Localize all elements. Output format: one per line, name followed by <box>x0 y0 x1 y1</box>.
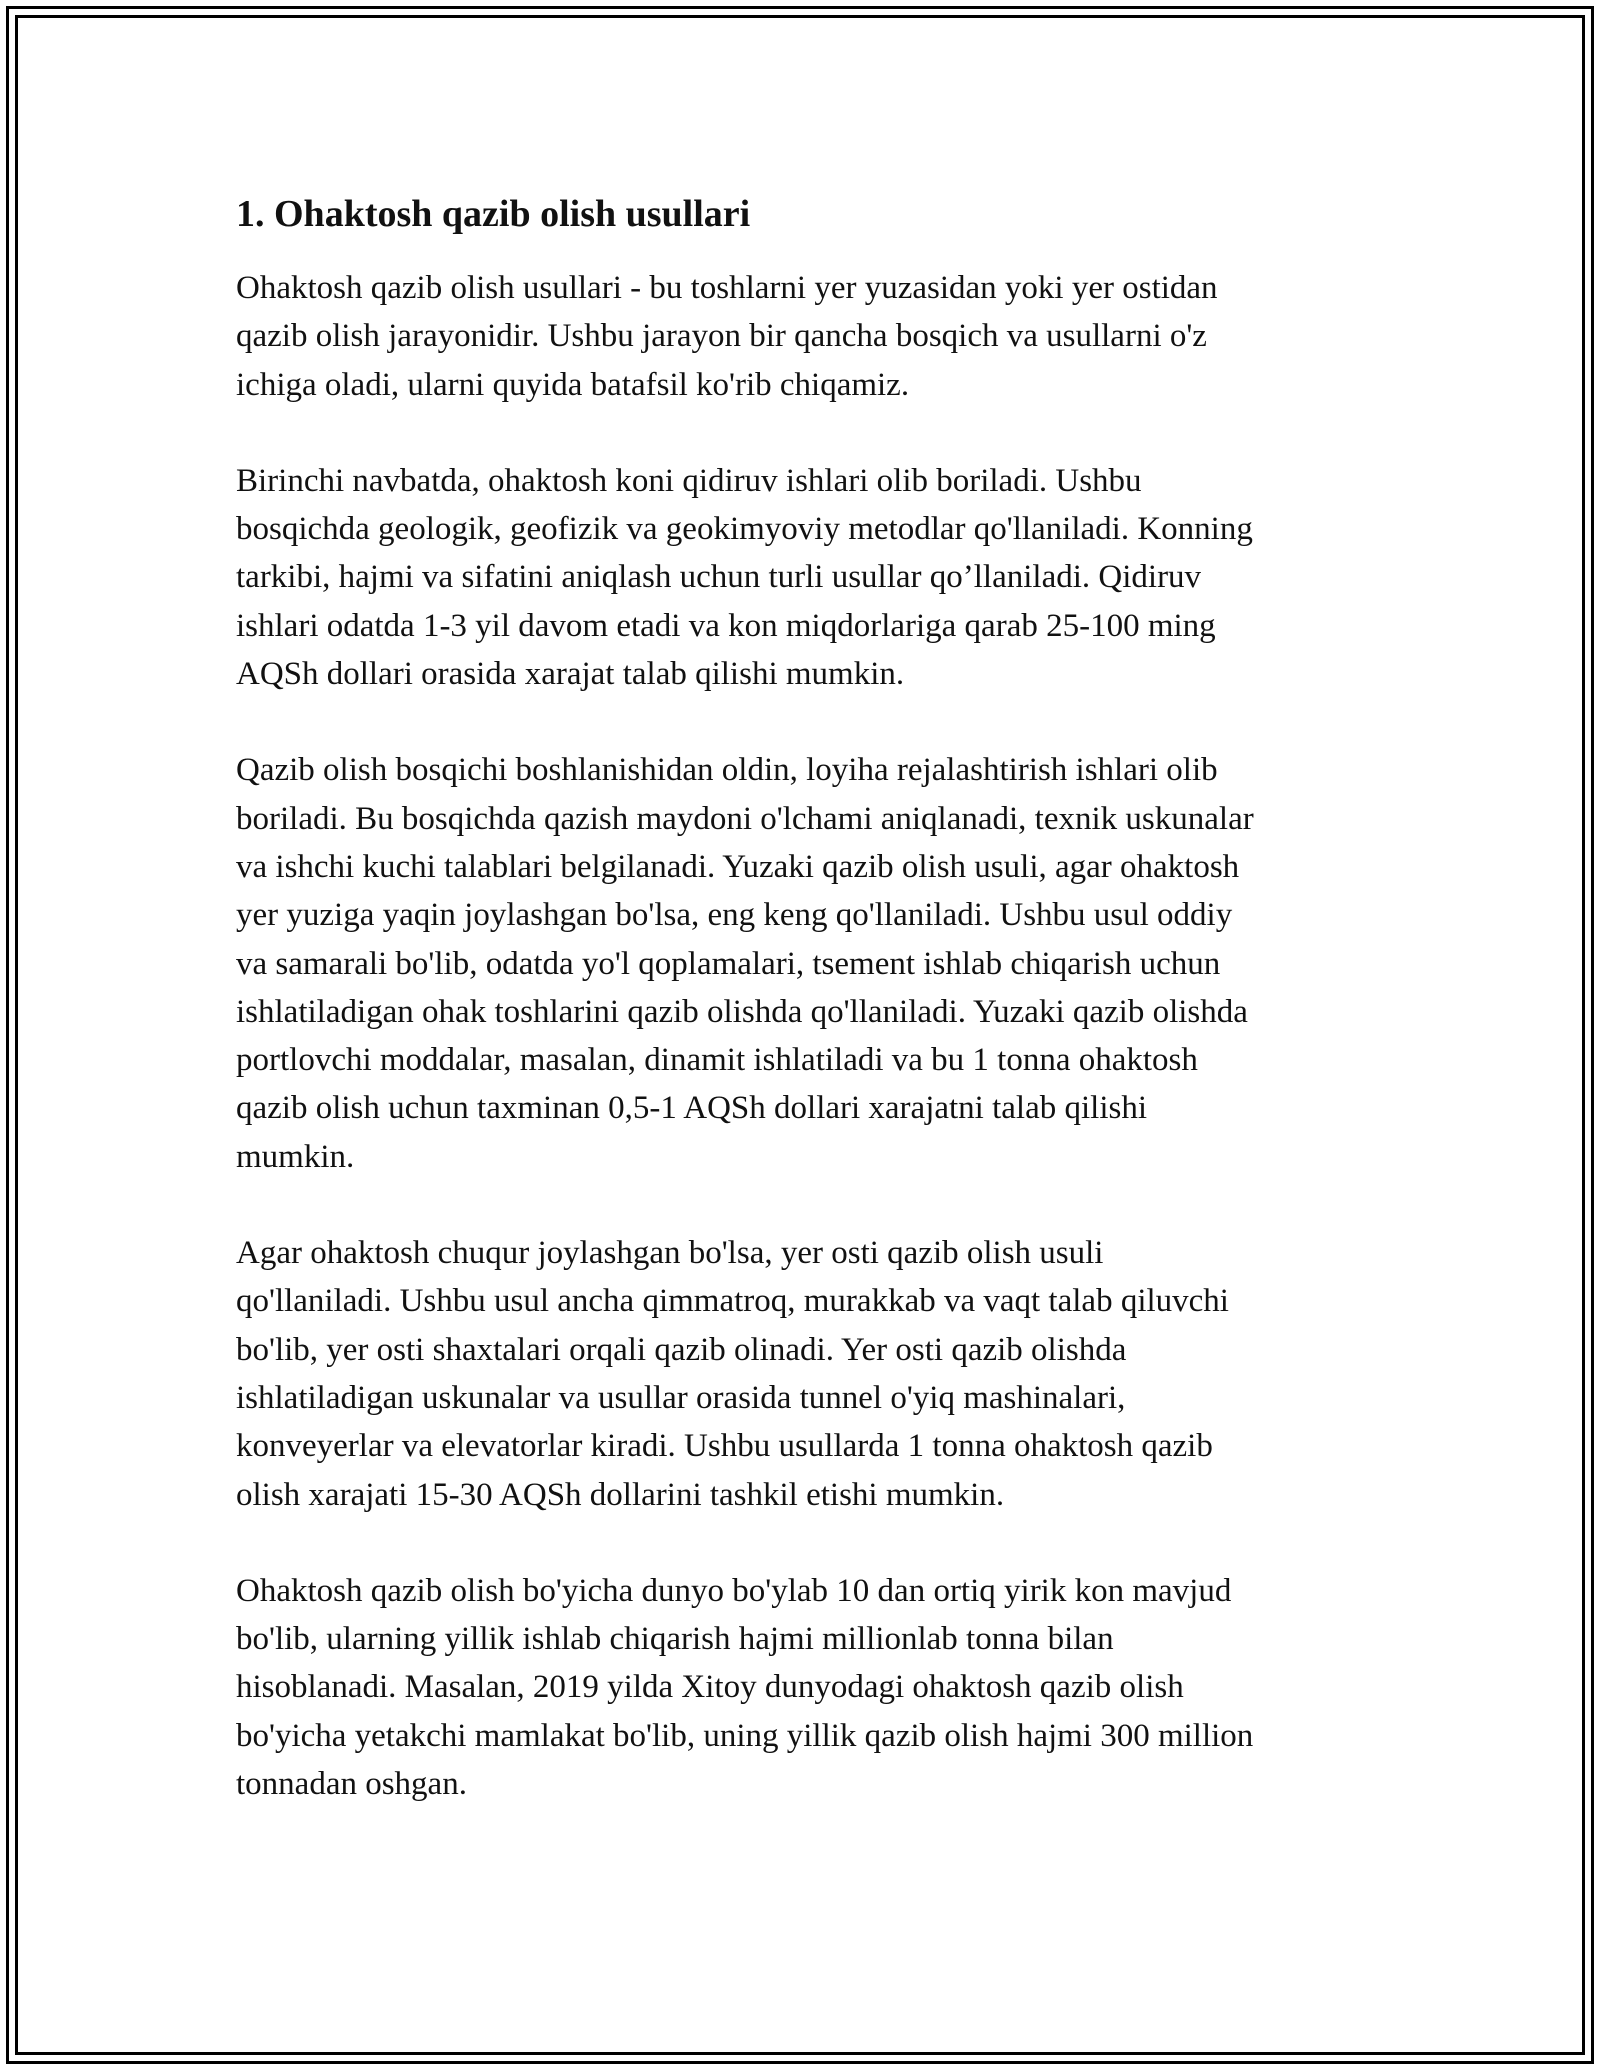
section-heading: 1. Ohaktosh qazib olish usullari <box>236 193 751 235</box>
paragraph-underground-mining: Agar ohaktosh chuqur joylashgan bo'lsa, yer osti qazib olish usuli qo'llaniladi. Ushbu usul ancha qimmatroq, murakkab va vaqt talab qiluvchi bo'lib, yer osti shaxtalari orqali qazib olinadi. Yer osti qazib olishda ishlatiladigan uskunalar va usullar orasida tunnel o'yiq mashinalari, konveyerlar va elevatorlar kiradi. Ushbu usullarda 1 tonna ohaktosh qazib olish xarajati 15-30 AQSh dollarini tashkil etishi mumkin. <box>236 1235 1229 1513</box>
paragraph-world-production: Ohaktosh qazib olish bo'yicha dunyo bo'ylab 10 dan ortiq yirik kon mavjud bo'lib, ularning yillik ishlab chiqarish hajmi millionlab tonna bilan hisoblanadi. Masalan, 2019 yilda Xitoy dunyodagi ohaktosh qazib olish bo'yicha yetakchi mamlakat bo'lib, uning yillik qazib olish hajmi 300 million tonnadan oshgan. <box>236 1572 1254 1803</box>
paragraph-exploration: Birinchi navbatda, ohaktosh koni qidiruv ishlari olib boriladi. Ushbu bosqichda geologik, geofizik va geokimyoviy metodlar qo'llaniladi. Konning tarkibi, hajmi va sifatini aniqlash uchun turli usullar qo’llaniladi. Qidiruv ishlari odatda 1-3 yil davom etadi va kon miqdorlariga qarab 25-100 ming AQSh dollari orasida xarajat talab qilishi mumkin. <box>236 462 1253 693</box>
paragraph-surface-mining: Qazib olish bosqichi boshlanishidan oldin, loyiha rejalashtirish ishlari olib boriladi. Bu bosqichda qazish maydoni o'lchami aniqlanadi, texnik uskunalar va ishchi kuchi talablari belgilanadi. Yuzaki qazib olish usuli, agar ohaktosh yer yuziga yaqin joylashgan bo'lsa, eng keng qo'llaniladi. Ushbu usul oddiy va samarali bo'lib, odatda yo'l qoplamalari, tsement ishlab chiqarish uchun ishlatiladigan ohak toshlarini qazib olishda qo'llaniladi. Yuzaki qazib olishda portlovchi moddalar, masalan, dinamit ishlatiladi va bu 1 tonna ohaktosh qazib olish uchun taxminan 0,5-1 AQSh dollari xarajatni talab qilishi mumkin. <box>236 752 1254 1175</box>
document-body <box>236 186 1376 1856</box>
paragraph-intro: Ohaktosh qazib olish usullari - bu toshlarni yer yuzasidan yoki yer ostidan qazib olish jarayonidir. Ushbu jarayon bir qancha bosqich va usullarni o'z ichiga oladi, ularni quyida batafsil ko'rib chiqamiz. <box>236 270 1218 403</box>
